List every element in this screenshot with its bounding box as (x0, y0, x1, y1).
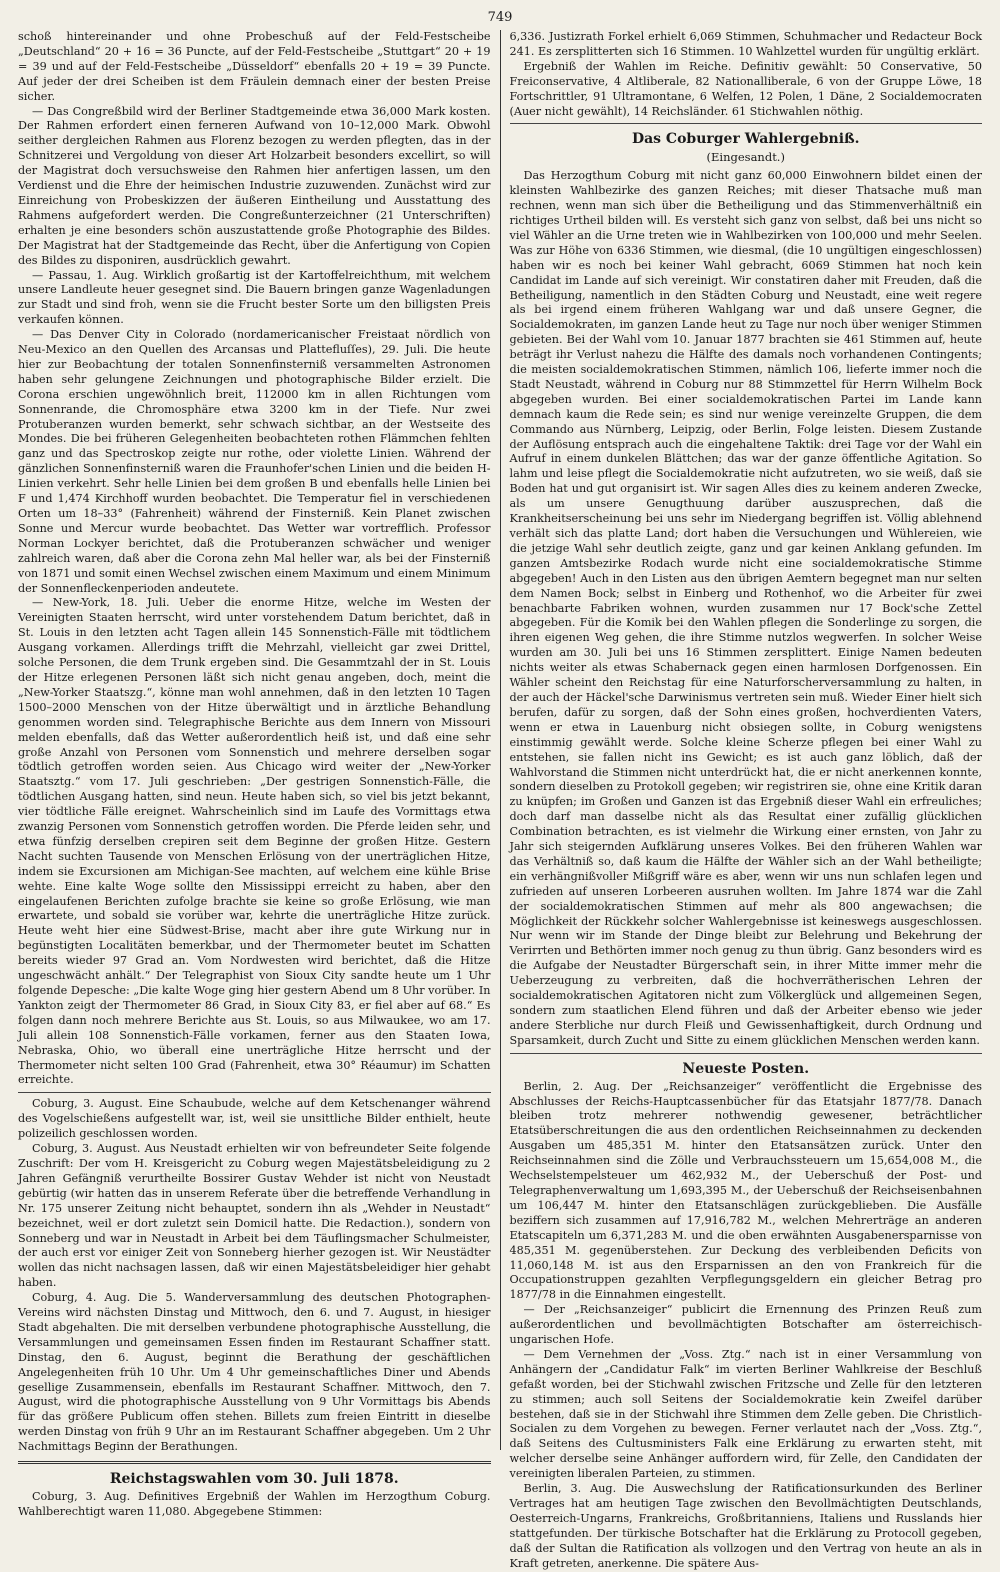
article-passau: — Passau, 1. Aug. Wirklich großartig ist der Kartoffelreichthum, mit welchem unsere Landleute heuer gesegnet sind. Die Bauern bringen ganze Wagenladungen zur Stadt und sind froh, wenn sie die Frucht bester Sorte um den billigsten Preis verkaufen können. (18, 268, 491, 327)
columns (18, 30, 982, 1570)
page-number: 749 (487, 10, 513, 25)
section-subheading: (Eingesandt.) (706, 150, 785, 165)
article-coburg-election: Coburg, 3. Aug. Definitives Ergebniß der Wahlen im Herzogthum Coburg. Wahlberechtigt waren 11,080. Abgegebene Stimmen: (18, 1490, 491, 1518)
article-reuss: — Der „Reichsanzeiger“ publicirt die Ernennung des Prinzen Reuß zum außerordentlichen und bevollmächtigten Botschafter am österreichisch-ungarischen Hofe. (509, 1303, 982, 1347)
section-heading-coburg-result: Das Coburger Wahlergebniß. (631, 131, 860, 148)
article-coburg-neustadt: Coburg, 3. August. Aus Neustadt erhielten wir von befreundeter Seite folgende Zuschrift: Der vom H. Kreisgericht zu Coburg wegen Majestätsbeleidigung zu 2 Jahren Gefängniß verurtheilte Bossirer Gustav Wehder ist nicht von Neustadt gebürtig (wir hatten das in unserem Referate über die betreffende Verhandlung in Nr. 175 unserer Zeitung nicht behauptet, sondern ihn als „Wehder in Neustadt“ bezeichnet, weil er dort zuletzt sein Domicil hatte. Die Redaction.), sondern von Sonneberg und war in Neustadt in Arbeit bei dem Täuflingsmacher Schulmeister, der auch erst vor einiger Zeit von Sonneberg hierher gezogen ist. Wir Neustädter wollen das nicht nachsagen lassen, daß wir einen Majestätsbeleidiger hier gehabt haben. (18, 1142, 491, 1290)
article-coburg-result: Das Herzogthum Coburg mit nicht ganz 60,000 Einwohnern bildet einen der kleinsten Wahlbezirke des ganzen Reiches; mit dieser Thatsache muß man rechnen, wenn man sich über die Betheiligung und das Stimmenverhältniß ein richtiges Urtheil bilden will. Es versteht sich ganz von selbst, daß bei uns nicht so viel Wähler an die Urne treten wie in Wahlbezirken von 100,000 und mehr Seelen. Was zur Höhe von 6336 Stimmen, wie diesmal, (die 10 ungültigen eingeschlossen) haben wir es noch bei keiner Wahl gebracht, 6069 Stimmen hat noch kein Candidat im Lande auf sich vereinigt. Wir constatiren daher mit Freuden, daß die Betheiligung, namentlich in den Städten Coburg und Neustadt, eine weit regere als bei irgend einem früheren Wahlgang war und daß unsere Gegner, die Socialdemokraten, im ganzen Lande heut zu Tage nur noch über weniger Stimmen gebieten. Bei der Wahl vom 10. Januar 1877 brachten sie 461 Stimmen auf, heute beträgt ihr Verlust nahezu die Hälfte des damals noch vorhandenen Contingents; die meisten socialdemokratischen Stimmen, nämlich 106, lieferte immer noch die Stadt Neustadt, während in Coburg nur 88 Stimmzettel für Herrn Wilhelm Bock abgegeben wurden. Bei einer socialdemokratischen Partei im Lande kann demnach kaum die Rede sein; es sind nur wenige vereinzelte Gruppen, die dem Commando aus Nürnberg, Leipzig, oder Berlin, Folge leisten. Diesem Zustande der Auflösung entsprach auch die eingehaltene Taktik: drei Tage vor der Wahl ein Aufruf in einem dunkelen Blättchen; das war der ganze öffentliche Agitation. So lahm und leise pflegt die Socialdemokratie nicht aufzutreten, wo sie weiß, daß sie Boden hat und gut organisirt ist. Wir sagen Alles dies zu keinem anderen Zwecke, als um unsere Genugthuung darüber auszusprechen, daß die Krankheitserscheinung bei uns sehr im Niedergang begriffen ist. Völlig ablehnend verhält sich das platte Land; dort haben die Versuchungen und Wühlereien, wie die jetzige Wahl sehr deutlich zeigte, ganz und gar keinen Anklang gefunden. Im ganzen Amtsbezirke Rodach wurde nicht eine socialdemokratische Stimme abgegeben! Auch in den Listen aus den übrigen Aemtern begegnet man nur selten dem Namen Bock; selbst in Einberg und Rothenhof, wo die Arbeiter für zwei benachbarte Fabriken wohnen, wurden zusammen nur 17 Bock'sche Zettel abgegeben. Für die Komik bei den Wahlen pflegen die Sonderlinge zu sorgen, die ihren eigenen Weg gehen, die ihre Stimme nutzlos wegwerfen. In solcher Weise wurden am 30. Juli bei uns 16 Stimmen zersplittert. Einige Namen bedeuten nichts weiter als etwas Schabernack gegen einen harmlosen Dorfgenossen. Ein Wähler scheint den Reichstag für eine Naturforscherversammlung zu halten, in der auch der Häckel'sche Darwinismus vertreten sein muß. Wieder Einer hielt sich berufen, dafür zu sorgen, daß der Sohn eines großen, hochverdienten Vaters, wenn er etwa in Lauenburg nicht obsiegen sollte, in Coburg wenigstens einstimmig gewählt werde. Solche kleine Scherze pflegen bei einer Wahl zu entstehen, sie fallen nicht ins Gewicht; es ist auch ganz löblich, daß der Wahlvorstand die Stimmen nicht unterdrückt hat, die er nicht anerkennen konnte, sondern dieselben zu Protokoll gegeben; wir registriren sie, ohne eine Kritik daran zu knüpfen; im Großen und Ganzen ist das Ergebniß dieser Wahl ein erfreuliches; doch darf man dasselbe nicht als das Resultat einer zufällig glücklichen Combination betrachten, es ist vielmehr die Wirkung einer ernsten, von Jahr zu Jahr sich steigernden Aufklärung unseres Volkes. Bei den früheren Wahlen war das Verhältniß so, daß kaum die Hälfte der Wähler sich an der Wahl betheiligte; ein verhängnißvoller Mißgriff wäre es aber, wenn wir uns nun schlafen legen und zufrieden auf unseren Lorbeeren ausruhen wollten. Im Jahre 1874 war die Zahl der socialdemokratischen Stimmen auf mehr als 800 angewachsen; die Möglichkeit der Rückkehr solcher Wahlergebnisse ist keineswegs ausgeschlossen. Nur wenn wir im Stande der Dinge bleibt zur Belehrung und Bekehrung der Verirrten und Bethörten immer noch genug zu thun übrig. Ganz besonders wird es die Aufgabe der Neustadter Bürgerschaft sein, in ihrer Mitte immer mehr die Ueberzeugung zu verbreiten, daß die hochverrätherischen Lehren der socialdemokratischen Agitatoren nicht zum Völkerglück und allgemeinen Segen, sondern zum staatlichen Elend führen und daß der Arbeiter ebenso wie jeder andere Sterbliche nur durch Fleiß und Gewissenhaftigkeit, durch Ordnung und Sparsamkeit, durch Zucht und Sitte zu einem glücklichen Menschen werden kann. (509, 169, 982, 1047)
article-falk-candidacy: — Dem Vernehmen der „Voss. Ztg.“ nach ist in einer Versammlung von Anhängern der „Candidatur Falk“ im vierten Berliner Wahlkreise der Beschluß gefaßt worden, bei der Stichwahl zwischen Fritzsche und Zelle für den letzteren zu stimmen; auch soll Seitens der Socialdemokratie kein Zweifel darüber bestehen, daß sie in der Stichwahl ihre Stimmen dem Zelle geben. Die Christlich-Socialen zu dem Vorgehen zu bewegen. Ferner verlautet nach der „Voss. Ztg.“, daß Seitens des Cultusministers Falk eine Erklärung zu erwarten steht, mit welcher derselbe seine Anhänger auffordern wird, für Zelle, den Candidaten der vereinigten liberalen Parteien, zu stimmen. (509, 1347, 982, 1481)
divider (510, 1053, 983, 1054)
article-denver-eclipse: — Das Denver City in Colorado (nordamericanischer Freistaat nördlich von Neu-Mexico an den Quellen des Arcansas und Plattefluſſes), 29. Juli. Die heute hier zur Beobachtung der totalen Sonnenfinsterniß versammelten Astronomen haben sehr gelungene Zeichnungen und photographische Bilder erzielt. Die Corona erschien ungewöhnlich breit, 112000 km in allen Richtungen vom Sonnenrande, die Chromosphäre etwa 3200 km in der Tiefe. Nur zwei Protuberanzen wurden bemerkt, sehr schwach sichtbar, an der Westseite des Mondes. Die bei früheren Gelegenheiten beobachteten rothen Flämmchen fehlten ganz und das Spectroskop zeigte nur rothe, oder violette Linien. Während der gänzlichen Sonnenfinsterniß waren die Fraunhofer'schen Linien und die beiden H-Linien verkehrt. Sehr helle Linien bei dem großen B und ebenfalls helle Linien bei F und 1,474 Kirchhoff wurden beobachtet. Die Temperatur fiel in verschiedenen Orten um 18–33° (Fahrenheit) während der Finsterniß. Kein Planet zwischen Sonne und Mercur wurde beobachtet. Das Wetter war vortrefflich. Professor Norman Lockyer berichtet, daß die Protuberanzen schwächer und weniger zahlreich waren, daß aber die Corona zehn Mal heller war, als bei der Finsterniß von 1871 und somit einen Wechsel zwischen einem Maximum und einem Minimum der Sonnenfleckenperioden andeutete. (18, 328, 491, 595)
article-berlin-finances: Berlin, 2. Aug. Der „Reichsanzeiger“ veröffentlicht die Ergebnisse des Abschlusses der Reichs-Hauptcassenbücher für das Etatsjahr 1877/78. Danach bleiben trotz mehrerer nothwendig gewesener, beträchtlicher Etatsüberschreitungen die aus den ordentlichen Reichseinnahmen zu deckenden Ausgaben um 485,351 M. hinter den Etatsansätzen zurück. Unter den Reichseinnahmen sind die Zölle und Verbrauchssteuern um 15,654,008 M., die Wechselstempelsteuer um 462,932 M., der Ueberschuß der Post- und Telegraphenverwaltung um 1,693,395 M., der Ueberschuß der Reichseisenbahnen um 106,447 M. hinter den Etatsanschlägen zurückgeblieben. Die Ausfälle beziffern sich zusammen auf 17,916,782 M., welchen Mehrerträge an anderen Etatscapiteln um 6,371,283 M. und die oben erwähnten Ausgabenersparnisse von 485,351 M. gegenüberstehen. Zur Deckung des verbleibenden Deficits von 11,060,148 M. ist aus den Ersparnissen an den von Frankreich für die Occupationstruppen gezahlten Verpflegungsgeldern ein gleicher Betrag pro 1877/78 in die Einnahmen eingestellt. (509, 1079, 982, 1302)
divider (18, 1461, 491, 1464)
section-heading-reichstag: Reichstagswahlen vom 30. Juli 1878. (109, 1471, 399, 1488)
divider (510, 123, 983, 124)
left-column (18, 30, 501, 1518)
article-congress-painting: — Das Congreßbild wird der Berliner Stadtgemeinde etwa 36,000 Mark kosten. Der Rahmen erfordert einen ferneren Aufwand von 10–12,000 Mark. Obwohl seither dergleichen Rahmen aus Florenz bezogen zu werden pflegten, das in der Schnitzerei und Vergoldung von dieser Art Holzarbeit besonders excellirt, so will der Magistrat doch versuchsweise den Rahmen hier anfertigen lassen, um den Verdienst und die Ehre der heimischen Industrie zuzuwenden. Zunächst wird zur Einreichung von Probeskizzen der äußeren Eintheilung und Ausstattung des Rahmens aufgefordert werden. Die Congreßunterzeichner (21 Unterschriften) erhalten je eine besonders schön auszustattende große Photographie des Bildes. Der Magistrat hat der Stadtgemeinde das Recht, über die Anfertigung von Copien des Bildes zu disponiren, ausdrücklich gewahrt. (18, 104, 491, 267)
section-heading-latest: Neueste Posten. (682, 1060, 810, 1077)
article-reich-results: Ergebniß der Wahlen im Reiche. Definitiv gewählt: 50 Conservative, 50 Freiconservative, 4 Altliberale, 82 Nationalliberale, 6 von der Gruppe Löwe, 18 Fortschrittler, 91 Ultramontane, 6 Welfen, 12 Polen, 1 Däne, 2 Socialdemocraten (Auer nicht gewählt), 14 Reichsländer. 61 Stichwahlen nöthig. (509, 59, 982, 118)
article-election-continued: 6,336. Justizrath Forkel erhielt 6,069 Stimmen, Schuhmacher und Redacteur Bock 241. Es zersplitterten sich 16 Stimmen. 10 Wahlzettel wurden für ungültig erklärt. (509, 30, 982, 58)
article-new-york-heat: — New-York, 18. Juli. Ueber die enorme Hitze, welche im Westen der Vereinigten Staaten herrscht, wird unter vorstehendem Datum berichtet, daß in St. Louis in den letzten acht Tagen allein 145 Sonnenstich-Fälle mit tödtlichem Ausgang vorkamen. Allerdings trifft die Mehrzahl, vielleicht gar zwei Drittel, solche Personen, die dem Trunk ergeben sind. Die Gesammtzahl der in St. Louis der Hitze erlegenen Personen läßt sich nicht genau angeben, doch, meint die „New-Yorker Staatszg.“, könne man wohl annehmen, daß in den letzten 10 Tagen 1500–2000 Menschen von der Hitze überwältigt und in ärztliche Behandlung genommen worden sind. Telegraphische Berichte aus dem Innern von Missouri melden ebenfalls, daß das Wetter außerordentlich heiß ist, und daß eine sehr große Anzahl von Personen vom Sonnenstich und mehrere derselben sogar tödtlich getroffen worden seien. Aus Chicago wird weiter der „New-Yorker Staatsztg.“ vom 17. Juli geschrieben: „Der gestrigen Sonnenstich-Fälle, die tödtlichen Ausgang hatten, sind neun. Heute haben sich, so viel bis jetzt bekannt, vier tödtliche Fälle ereignet. Wahrscheinlich sind im Laufe des Vormittags etwa zwanzig Personen vom Sonnenstich getroffen worden. Die Pferde leiden sehr, und etwa fünfzig derselben crepiren seit dem Beginne der großen Hitze. Gestern Nacht suchten Tausende von Menschen Erlösung von der unerträglichen Hitze, indem sie Excursionen am Michigan-See machten, auf welchem eine kühle Brise wehte. Eine kalte Woge sollte den Mississippi erreicht zu haben, aber den eingelaufenen Berichten zufolge brachte sie keine so große Erlösung, wie man erwartete, und sobald sie vorüber war, kehrte die unerträgliche Hitze zurück. Heute weht hier eine Südwest-Brise, macht aber ihre gute Wirkung nur in begünstigten Localitäten bemerkbar, und der Thermometer beutet im Schatten bereits wieder 97 Grad an. Vom Nordwesten wird berichtet, daß die Hitze ungeschwächt anhält.“ Der Telegraphist von Sioux City sandte heute um 1 Uhr folgende Depesche: „Die kalte Woge ging hier gestern Abend um 8 Uhr vorüber. In Yankton zeigt der Thermometer 86 Grad, in Sioux City 83, er fiel aber auf 68.“ Es folgen dann noch mehrere Berichte aus St. Louis, so aus Milwaukee, wo am 17. Juli allein 108 Sonnenstich-Fälle vorkamen, ferner aus den Staaten Iowa, Nebraska, Ohio, wo überall eine unerträgliche Hitze herrscht und der Thermometer nicht selten 100 Grad (Fahrenheit, etwa 30° Réaumur) im Schatten erreichte. (18, 596, 491, 1087)
article-coburg-photographers: Coburg, 4. Aug. Die 5. Wanderversammlung des deutschen Photographen-Vereins wird nächsten Dinstag und Mittwoch, den 6. und 7. August, in hiesiger Stadt abgehalten. Die mit derselben verbundene photographische Ausstellung, die Versammlungen und gemeinsamen Essen finden im Restaurant Schaffner statt. Dinstag, den 6. August, beginnt die Berathung der geschäftlichen Angelegenheiten früh 10 Uhr. Um 4 Uhr gemeinschaftliches Diner und Abends gesellige Zusammensein, ebenfalls im Restaurant Schaffner. Mittwoch, den 7. August, wird die photographische Ausstellung von 9 Uhr Vormittags bis Abends für das größere Publicum offen stehen. Billets zum freien Eintritt in dieselbe werden Dinstag von früh 9 Uhr an im Restaurant Schaffner abgegeben. Um 2 Uhr Nachmittags Beginn der Berathungen. (18, 1291, 491, 1454)
article-berlin-treaty: Berlin, 3. Aug. Die Auswechslung der Ratificationsurkunden des Berliner Vertrages hat am heutigen Tage zwischen den Bevollmächtigten Deutschlands, Oesterreich-Ungarns, Frankreichs, Großbritanniens, Italiens und Russlands hier stattgefunden. Der türkische Botschafter hat die Erklärung zu Protocoll gegeben, daß der Sultan die Ratification als vollzogen und den Vertrag von heute an als in Kraft getreten, anerkenne. Die spätere Aus- (509, 1482, 982, 1570)
article-shooting: schoß hintereinander und ohne Probeschuß auf der Feld-Festscheibe „Deutschland“ 20 + 16 = 36 Puncte, auf der Feld-Festscheibe „Stuttgart“ 20 + 19 = 39 und auf der Feld-Festscheibe „Düsseldorf“ ebenfalls 20 + 19 = 39 Puncte. Auf jeder der drei Scheiben ist dem Fräulein demnach einer der besten Preise sicher. (18, 30, 491, 103)
right-column (501, 30, 983, 1570)
divider (18, 1092, 491, 1093)
article-coburg-booth: Coburg, 3. August. Eine Schaubude, welche auf dem Ketschenanger während des Vogelschießens aufgestellt war, ist, weil sie unsittliche Bilder enthielt, heute polizeilich geschlossen worden. (18, 1097, 491, 1141)
